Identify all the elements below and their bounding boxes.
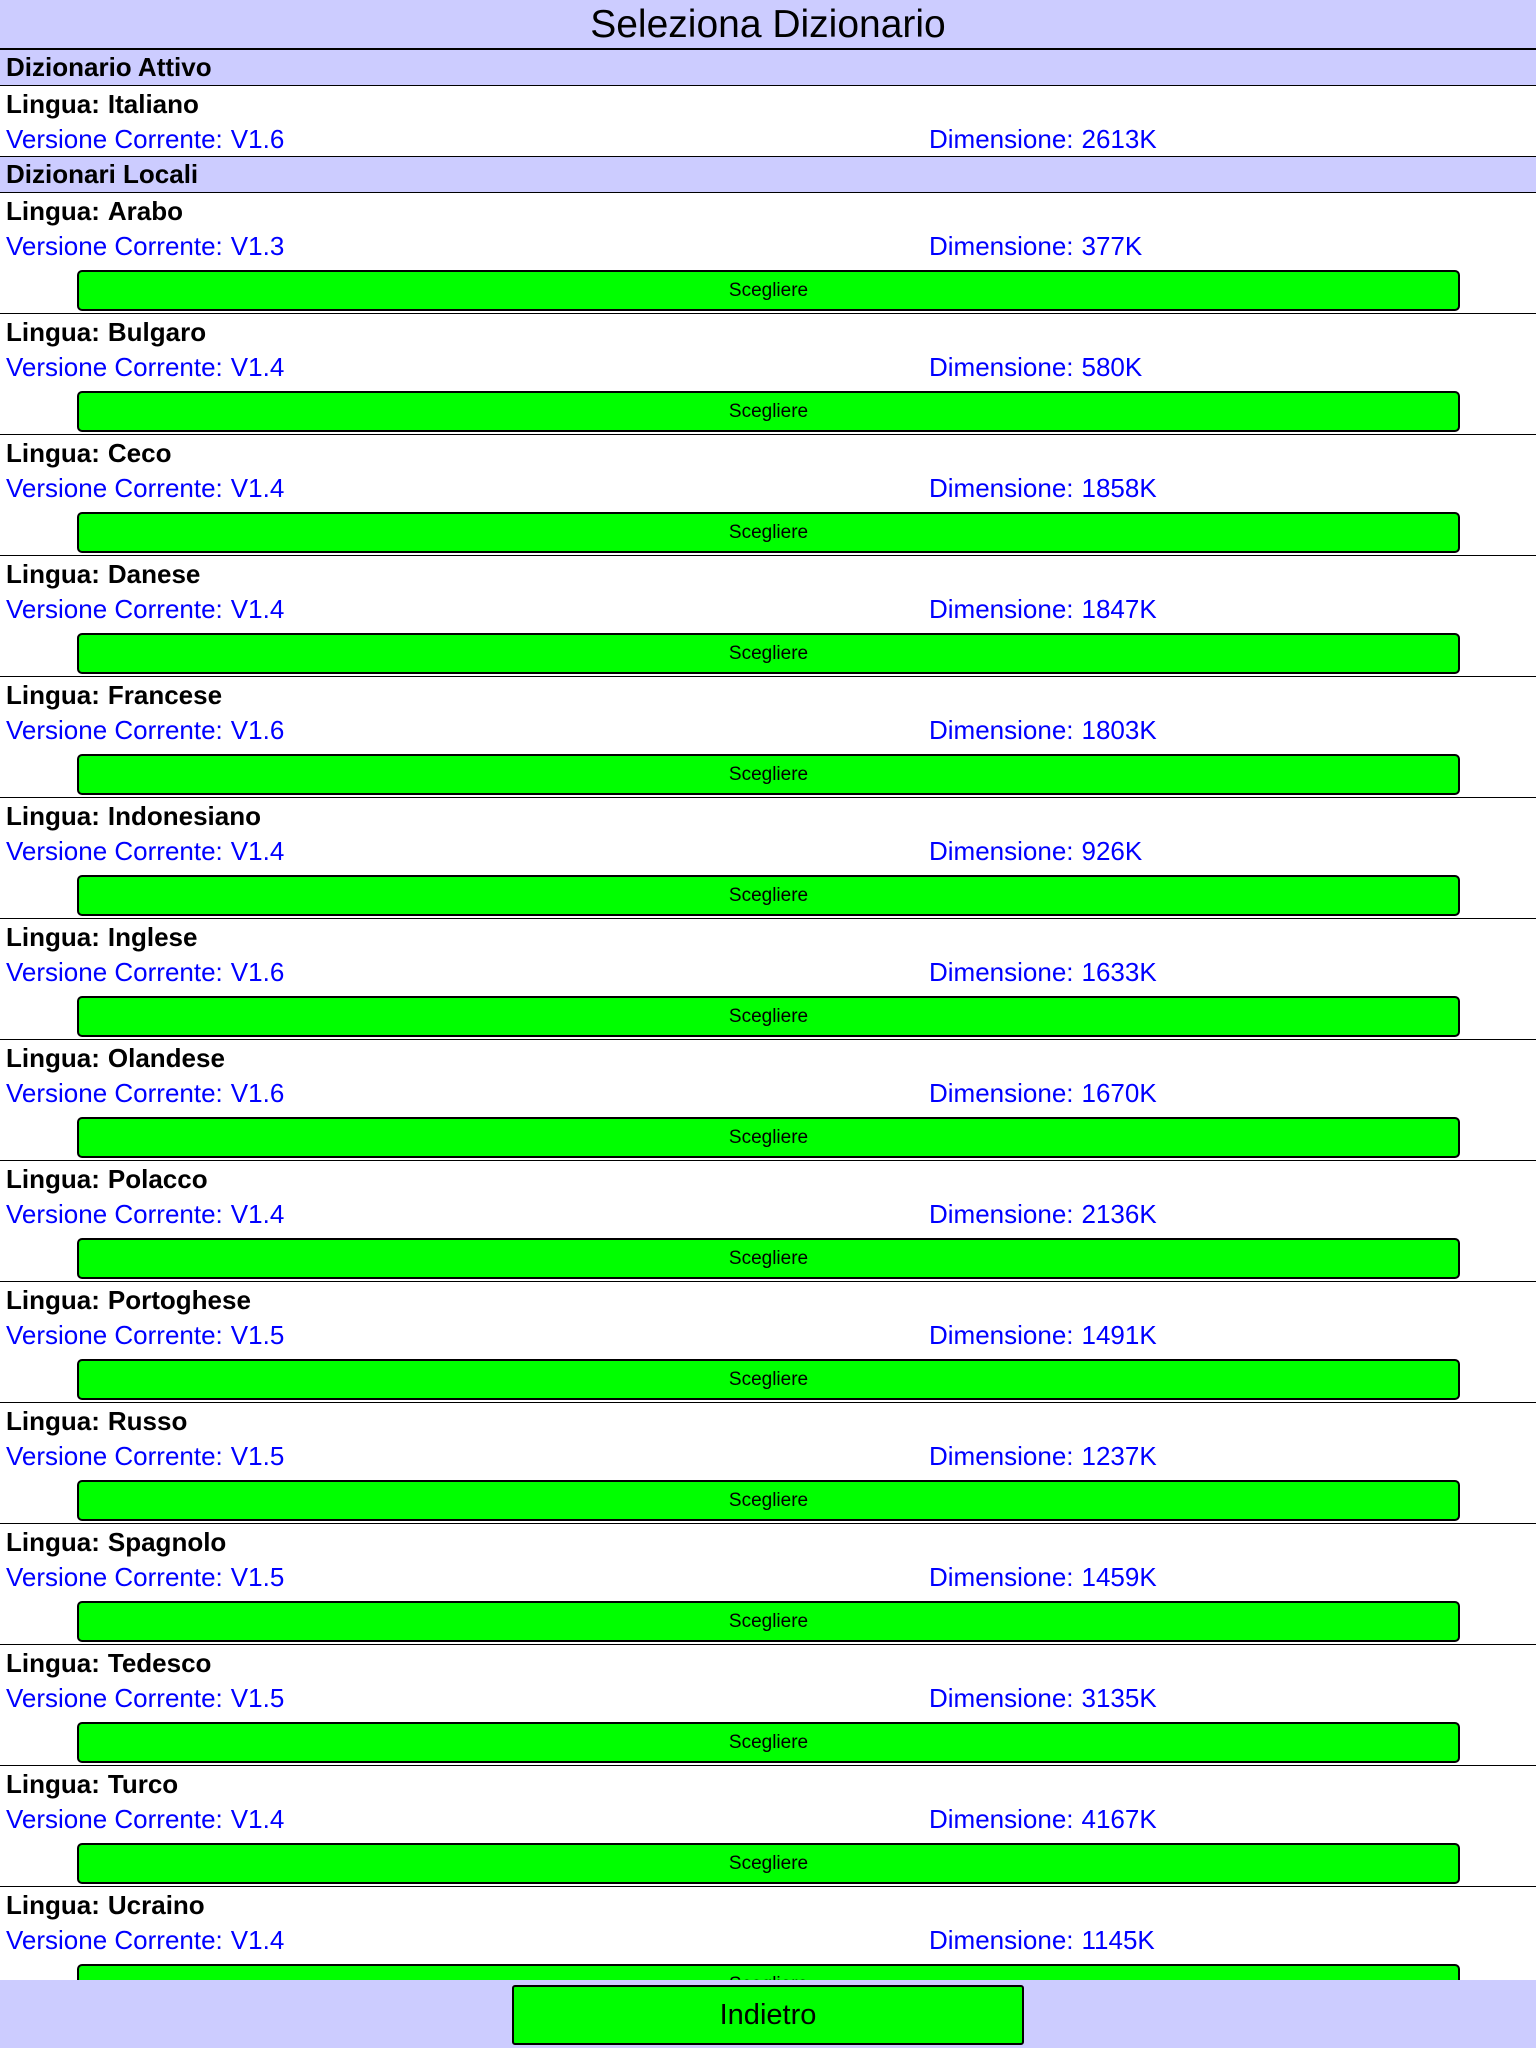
language-name: Tedesco [107, 1648, 212, 1678]
choose-button[interactable]: Scegliere [77, 875, 1460, 916]
language-prefix: Lingua: [6, 680, 100, 710]
size-value: 1491K [1081, 1320, 1157, 1350]
language-line [6, 677, 222, 713]
choose-button[interactable]: Scegliere [77, 270, 1460, 311]
choose-button[interactable]: Scegliere [77, 754, 1460, 795]
language-line [6, 1282, 251, 1318]
language-name: Ucraino [107, 1890, 205, 1920]
version-line [6, 470, 284, 506]
language-prefix: Lingua: [6, 1648, 100, 1678]
size-value: 2136K [1081, 1199, 1157, 1229]
language-line [6, 556, 200, 592]
size-value: 377K [1081, 231, 1143, 261]
choose-button[interactable]: Scegliere [77, 1238, 1460, 1279]
size-line [929, 1317, 1157, 1353]
size-prefix: Dimensione: [929, 231, 1074, 261]
version-prefix: Versione Corrente: [6, 957, 223, 987]
dictionary-entry [0, 798, 1536, 919]
size-line [929, 1922, 1155, 1958]
language-prefix: Lingua: [6, 922, 100, 952]
language-prefix: Lingua: [6, 89, 100, 119]
size-prefix: Dimensione: [929, 715, 1074, 745]
version-value: V1.4 [230, 352, 285, 382]
version-line [6, 228, 284, 264]
language-name: Francese [107, 680, 223, 710]
language-name: Portoghese [107, 1285, 251, 1315]
version-value: V1.6 [230, 1078, 285, 1108]
size-prefix: Dimensione: [929, 957, 1074, 987]
version-line [6, 1922, 284, 1958]
size-prefix: Dimensione: [929, 594, 1074, 624]
size-prefix: Dimensione: [929, 1562, 1074, 1592]
language-prefix: Lingua: [6, 1285, 100, 1315]
size-value: 1847K [1081, 594, 1157, 624]
version-prefix: Versione Corrente: [6, 836, 223, 866]
version-value: V1.4 [230, 1199, 285, 1229]
version-prefix: Versione Corrente: [6, 715, 223, 745]
size-line [929, 712, 1157, 748]
size-prefix: Dimensione: [929, 1683, 1074, 1713]
size-value: 1858K [1081, 473, 1157, 503]
language-name: Arabo [107, 196, 183, 226]
language-name: Indonesiano [107, 801, 261, 831]
language-line [6, 1403, 187, 1439]
size-line [929, 349, 1142, 385]
language-prefix: Lingua: [6, 196, 100, 226]
language-name: Ceco [107, 438, 172, 468]
dictionary-entry [0, 193, 1536, 314]
local-dictionaries-list [0, 193, 1536, 2008]
version-line [6, 954, 284, 990]
version-value: V1.4 [230, 1925, 285, 1955]
language-name: Spagnolo [107, 1527, 227, 1557]
version-value: V1.5 [230, 1320, 285, 1350]
language-prefix: Lingua: [6, 1043, 100, 1073]
size-prefix: Dimensione: [929, 1925, 1074, 1955]
language-line [6, 1645, 211, 1681]
size-line [929, 121, 1157, 157]
version-line [6, 833, 284, 869]
version-prefix: Versione Corrente: [6, 1562, 223, 1592]
version-prefix: Versione Corrente: [6, 1320, 223, 1350]
size-value: 1459K [1081, 1562, 1157, 1592]
version-line [6, 1801, 284, 1837]
dictionary-entry [0, 1766, 1536, 1887]
size-prefix: Dimensione: [929, 1320, 1074, 1350]
version-value: V1.5 [230, 1562, 285, 1592]
version-value: V1.4 [230, 473, 285, 503]
dictionary-entry [0, 677, 1536, 798]
dictionary-entry [0, 919, 1536, 1040]
size-value: 1145K [1081, 1925, 1155, 1955]
size-line [929, 1196, 1157, 1232]
back-button[interactable]: Indietro [512, 1985, 1024, 2045]
version-line [6, 1317, 284, 1353]
version-line [6, 1075, 284, 1111]
dictionary-entry [0, 556, 1536, 677]
version-prefix: Versione Corrente: [6, 231, 223, 261]
version-prefix: Versione Corrente: [6, 1199, 223, 1229]
size-prefix: Dimensione: [929, 124, 1074, 154]
version-value: V1.5 [230, 1441, 285, 1471]
dictionary-entry [0, 435, 1536, 556]
version-value: V1.4 [230, 1804, 285, 1834]
size-prefix: Dimensione: [929, 1441, 1074, 1471]
footer-bar [0, 1980, 1536, 2048]
size-line [929, 954, 1157, 990]
language-prefix: Lingua: [6, 1164, 100, 1194]
version-prefix: Versione Corrente: [6, 1683, 223, 1713]
version-line [6, 1559, 284, 1595]
language-name: Russo [107, 1406, 188, 1436]
size-value: 926K [1081, 836, 1143, 866]
version-value: V1.4 [230, 836, 285, 866]
size-line [929, 1559, 1157, 1595]
language-line [6, 86, 199, 122]
language-prefix: Lingua: [6, 1527, 100, 1557]
language-line [6, 1040, 225, 1076]
choose-button[interactable]: Scegliere [77, 996, 1460, 1037]
language-name: Turco [107, 1769, 179, 1799]
size-prefix: Dimensione: [929, 836, 1074, 866]
version-line [6, 121, 284, 157]
size-value: 1670K [1081, 1078, 1157, 1108]
language-line [6, 1524, 226, 1560]
dictionary-entry [0, 1161, 1536, 1282]
local-dictionaries-header: Dizionari Locali [0, 157, 1536, 193]
language-prefix: Lingua: [6, 1406, 100, 1436]
language-name: Inglese [107, 922, 198, 952]
language-prefix: Lingua: [6, 317, 100, 347]
version-value: V1.6 [230, 957, 285, 987]
size-prefix: Dimensione: [929, 1199, 1074, 1229]
version-line [6, 591, 284, 627]
dictionary-entry [0, 1282, 1536, 1403]
language-name: Italiano [107, 89, 199, 119]
version-value: V1.5 [230, 1683, 285, 1713]
dictionary-entry [0, 1040, 1536, 1161]
size-line [929, 1075, 1157, 1111]
size-value: 580K [1081, 352, 1143, 382]
version-value: V1.6 [230, 715, 285, 745]
size-prefix: Dimensione: [929, 352, 1074, 382]
language-prefix: Lingua: [6, 1890, 100, 1920]
language-line [6, 1887, 205, 1923]
size-prefix: Dimensione: [929, 473, 1074, 503]
language-prefix: Lingua: [6, 801, 100, 831]
size-value: 4167K [1081, 1804, 1157, 1834]
dictionary-entry [0, 1403, 1536, 1524]
language-line [6, 919, 197, 955]
dictionary-entry [0, 1524, 1536, 1645]
size-value: 2613K [1081, 124, 1157, 154]
choose-button[interactable]: Scegliere [77, 391, 1460, 432]
language-line [6, 193, 183, 229]
choose-button[interactable]: Scegliere [77, 633, 1460, 674]
dictionary-list[interactable] [0, 50, 1536, 1980]
version-value: V1.4 [230, 594, 285, 624]
language-name: Polacco [107, 1164, 208, 1194]
language-name: Olandese [107, 1043, 225, 1073]
language-prefix: Lingua: [6, 1769, 100, 1799]
version-prefix: Versione Corrente: [6, 1804, 223, 1834]
choose-button[interactable]: Scegliere [77, 1480, 1460, 1521]
size-prefix: Dimensione: [929, 1078, 1074, 1108]
choose-button[interactable]: Scegliere [77, 1117, 1460, 1158]
version-line [6, 1196, 284, 1232]
version-prefix: Versione Corrente: [6, 124, 223, 154]
version-line [6, 712, 284, 748]
version-line [6, 1438, 284, 1474]
page-title: Seleziona Dizionario [0, 0, 1536, 50]
size-line [929, 228, 1142, 264]
size-value: 1803K [1081, 715, 1157, 745]
version-prefix: Versione Corrente: [6, 1925, 223, 1955]
choose-button[interactable]: Scegliere [77, 1601, 1460, 1642]
choose-button[interactable]: Scegliere [77, 1722, 1460, 1763]
language-name: Danese [107, 559, 201, 589]
version-value: V1.6 [230, 124, 285, 154]
language-prefix: Lingua: [6, 438, 100, 468]
version-prefix: Versione Corrente: [6, 1078, 223, 1108]
dictionary-entry [0, 314, 1536, 435]
version-prefix: Versione Corrente: [6, 473, 223, 503]
choose-button[interactable]: Scegliere [77, 1843, 1460, 1884]
version-prefix: Versione Corrente: [6, 1441, 223, 1471]
version-prefix: Versione Corrente: [6, 352, 223, 382]
active-dictionary-entry [0, 86, 1536, 157]
size-line [929, 1438, 1157, 1474]
size-line [929, 591, 1157, 627]
size-value: 1237K [1081, 1441, 1157, 1471]
language-line [6, 798, 261, 834]
version-line [6, 1680, 284, 1716]
size-value: 3135K [1081, 1683, 1157, 1713]
language-line [6, 435, 171, 471]
choose-button[interactable]: Scegliere [77, 1359, 1460, 1400]
size-line [929, 833, 1142, 869]
active-dictionary-header: Dizionario Attivo [0, 50, 1536, 86]
dictionary-entry [0, 1645, 1536, 1766]
size-line [929, 1680, 1157, 1716]
language-line [6, 1766, 178, 1802]
language-line [6, 1161, 208, 1197]
version-prefix: Versione Corrente: [6, 594, 223, 624]
size-line [929, 470, 1157, 506]
language-prefix: Lingua: [6, 559, 100, 589]
version-value: V1.3 [230, 231, 285, 261]
language-name: Bulgaro [107, 317, 207, 347]
size-prefix: Dimensione: [929, 1804, 1074, 1834]
version-line [6, 349, 284, 385]
language-line [6, 314, 206, 350]
size-line [929, 1801, 1157, 1837]
size-value: 1633K [1081, 957, 1157, 987]
choose-button[interactable]: Scegliere [77, 512, 1460, 553]
